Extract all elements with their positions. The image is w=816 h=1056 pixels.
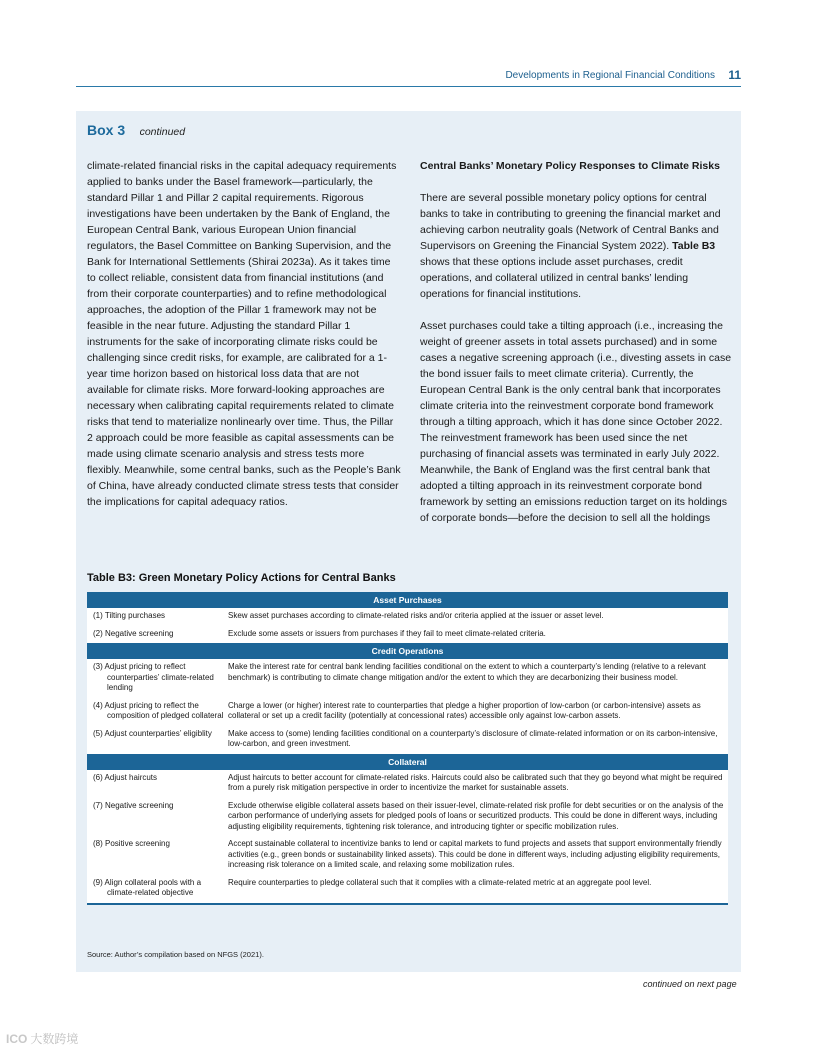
action-label: (4) Adjust pricing to reflect the composition of pledged collateral [93,700,224,720]
policy-table [87,592,728,905]
section-heading-collateral: Collateral [87,754,728,770]
action-description: Make access to (some) lending facilities conditional on a counterparty’s disclosure of climate-related information or on its carbon-intensive, low-carbon, and green investment. [228,728,718,748]
table-row [87,698,728,726]
table-row [87,726,728,754]
action-label: (1) Tilting purchases [93,611,166,620]
right-paragraph-1: There are several possible monetary policy options for central banks to take in contributing to greening the financial market and achieving carbon neutrality goals (Network of Central Banks and Supervisors on Greening the Financial System 2022). Table B3 shows that these options include asset purchases, credit operations, and collateral utilized in central banks’ lending operations for financial institutions. [420,192,721,300]
table-row [87,798,728,837]
section-title: Developments in Regional Financial Conditions [505,70,715,81]
right-paragraph-2: Asset purchases could take a tilting approach (i.e., increasing the weight of greener assets in total assets purchased) and in some cases a negative screening approach (i.e., divesting assets in case the bond issuer fails to meet climate criteria). Currently, the European Central Bank is the only central bank that incorporates climate criteria into the reinvestment corporate bond framework through a tilting approach, which it has done since October 2022. The reinvestment framework has been used since the net purchasing of financial assets was terminated in early July 2022. Meanwhile, the Bank of England was the first central bank that adopted a tilting approach in its reinvestment corporate bond framework by setting an emissions reduction target on its holdings of corporate bonds—before the decision to sell all the holdings [420,320,732,524]
action-label: (2) Negative screening [93,628,174,638]
table-row [87,770,728,798]
action-label: (6) Adjust haircuts [93,772,158,782]
action-description: Charge a lower (or higher) interest rate to counterparties that pledge a higher proportion of low-carbon (or carbon-intensive) assets as collateral or set up a credit facility (potentially at concessional rates) accessible only against low-carbon assets. [228,700,701,720]
box-heading [87,122,185,140]
action-label: (5) Adjust counterparties’ eligiblity [93,728,212,738]
section-heading-asset-purchases: Asset Purchases [87,592,728,608]
left-paragraph: climate-related financial risks in the capital adequacy requirements applied to banks under the Basel framework—particularly, the standard Pillar 1 and Pillar 2 capital requirements. Rigorous investigations have been undertaken by the Bank of England, the European Central Bank, various European Union financial regulators, the Basel Committee on Banking Supervision, and the Bank for International Settlements (Shirai 2023a). As it takes time to collect reliable, consistent data from financial institutions (and from their corporate counterparties) and to refine methodological approaches, the adoption of the Pillar 1 framework may not be feasible in the near future. Adjusting the standard Pillar 1 instruments for the sake of incorporating climate risks could be challenging since credit risks, for example, are calibrated for a 1-year time horizon based on historical loss data that are not available for climate risks. More forward-looking approaches are necessary when calibrating capital requirements related to climate risks that tend to materialize nonlinearly over time. Thus, the Pillar 2 approach could be more feasible as capital assessments can be made using climate scenario analysis and stress tests more flexibly. Meanwhile, some central banks, such as the People’s Bank of China, have already conducted climate stress tests that consider the implications for capital adequacy ratios. [87,160,401,508]
right-heading: Central Banks’ Monetary Policy Responses to Climate Risks [420,160,720,172]
left-column [87,158,401,510]
action-label: (9) Align collateral pools with a climate-related objective [93,877,202,897]
table-bottom-rule [87,903,728,905]
table-source: Source: Author’s compilation based on NFGS (2021). [87,950,264,959]
right-column [420,158,734,526]
table-reference: Table B3 [672,240,716,252]
watermark-logo-icon: ICO [6,1032,28,1046]
section-heading-credit-operations: Credit Operations [87,643,728,659]
header-rule [76,86,741,87]
running-header [76,68,741,86]
continued-next-page: continued on next page [643,979,737,989]
action-description: Accept sustainable collateral to incentivize banks to lend or capital markets to fund projects and assets that support environmentally friendly activities (e.g., green bonds or sustainability linked assets). This could be done in different ways, including adjusting eligibility requirements, increasing risk tolerance on a limited scale, and relaxing some mobilization rules. [228,839,722,869]
action-description: Exclude some assets or issuers from purchases if they fail to meet climate-related criteria. [228,628,546,638]
watermark-text: 大数跨境 [30,1032,79,1046]
watermark [6,1030,78,1047]
action-description: Make the interest rate for central bank lending facilities conditional on the extent to which a counterparty’s lending (relative to a relevant benchmark) is contributing to climate change mitigation and/or the extent to which they are decarbonizing their business model. [228,662,706,682]
box-3 [76,111,741,972]
action-description: Adjust haircuts to better account for climate-related risks. Haircuts could also be calibrated such that they go beyond what might be required from a purely risk mitigation perspective in order to incentivize the market for sustainable assets. [228,772,723,792]
action-label: (8) Positive screening [93,839,170,848]
action-label: (3) Adjust pricing to reflect counterparties’ climate-related lending [93,662,214,692]
table-row [87,836,728,875]
action-description: Exclude otherwise eligible collateral assets based on their issuer-level, climate-related risk profile for debt securities or on the analysis of the carbon performance of underlying assets for pledged pools of loans or securitized products. This could be done in different ways, including adjusting eligibility requirements, tightening risk tolerance, and introducing tighter or specific mobilization rules. [228,800,724,831]
table-row [87,659,728,698]
action-description: Skew asset purchases according to climate-related risks and/or criteria applied at the issuer or asset level. [228,611,604,620]
page-number: 11 [728,68,741,82]
table-title: Table B3: Green Monetary Policy Actions for Central Banks [87,572,396,584]
action-description: Require counterparties to pledge collateral such that it complies with a climate-related metric at an aggregate pool level. [228,877,652,887]
action-label: (7) Negative screening [93,800,174,810]
box-continued: continued [139,126,186,138]
table-row [87,875,728,903]
box-label: Box 3 [87,122,126,138]
table-row [87,626,728,644]
table-row [87,608,728,626]
